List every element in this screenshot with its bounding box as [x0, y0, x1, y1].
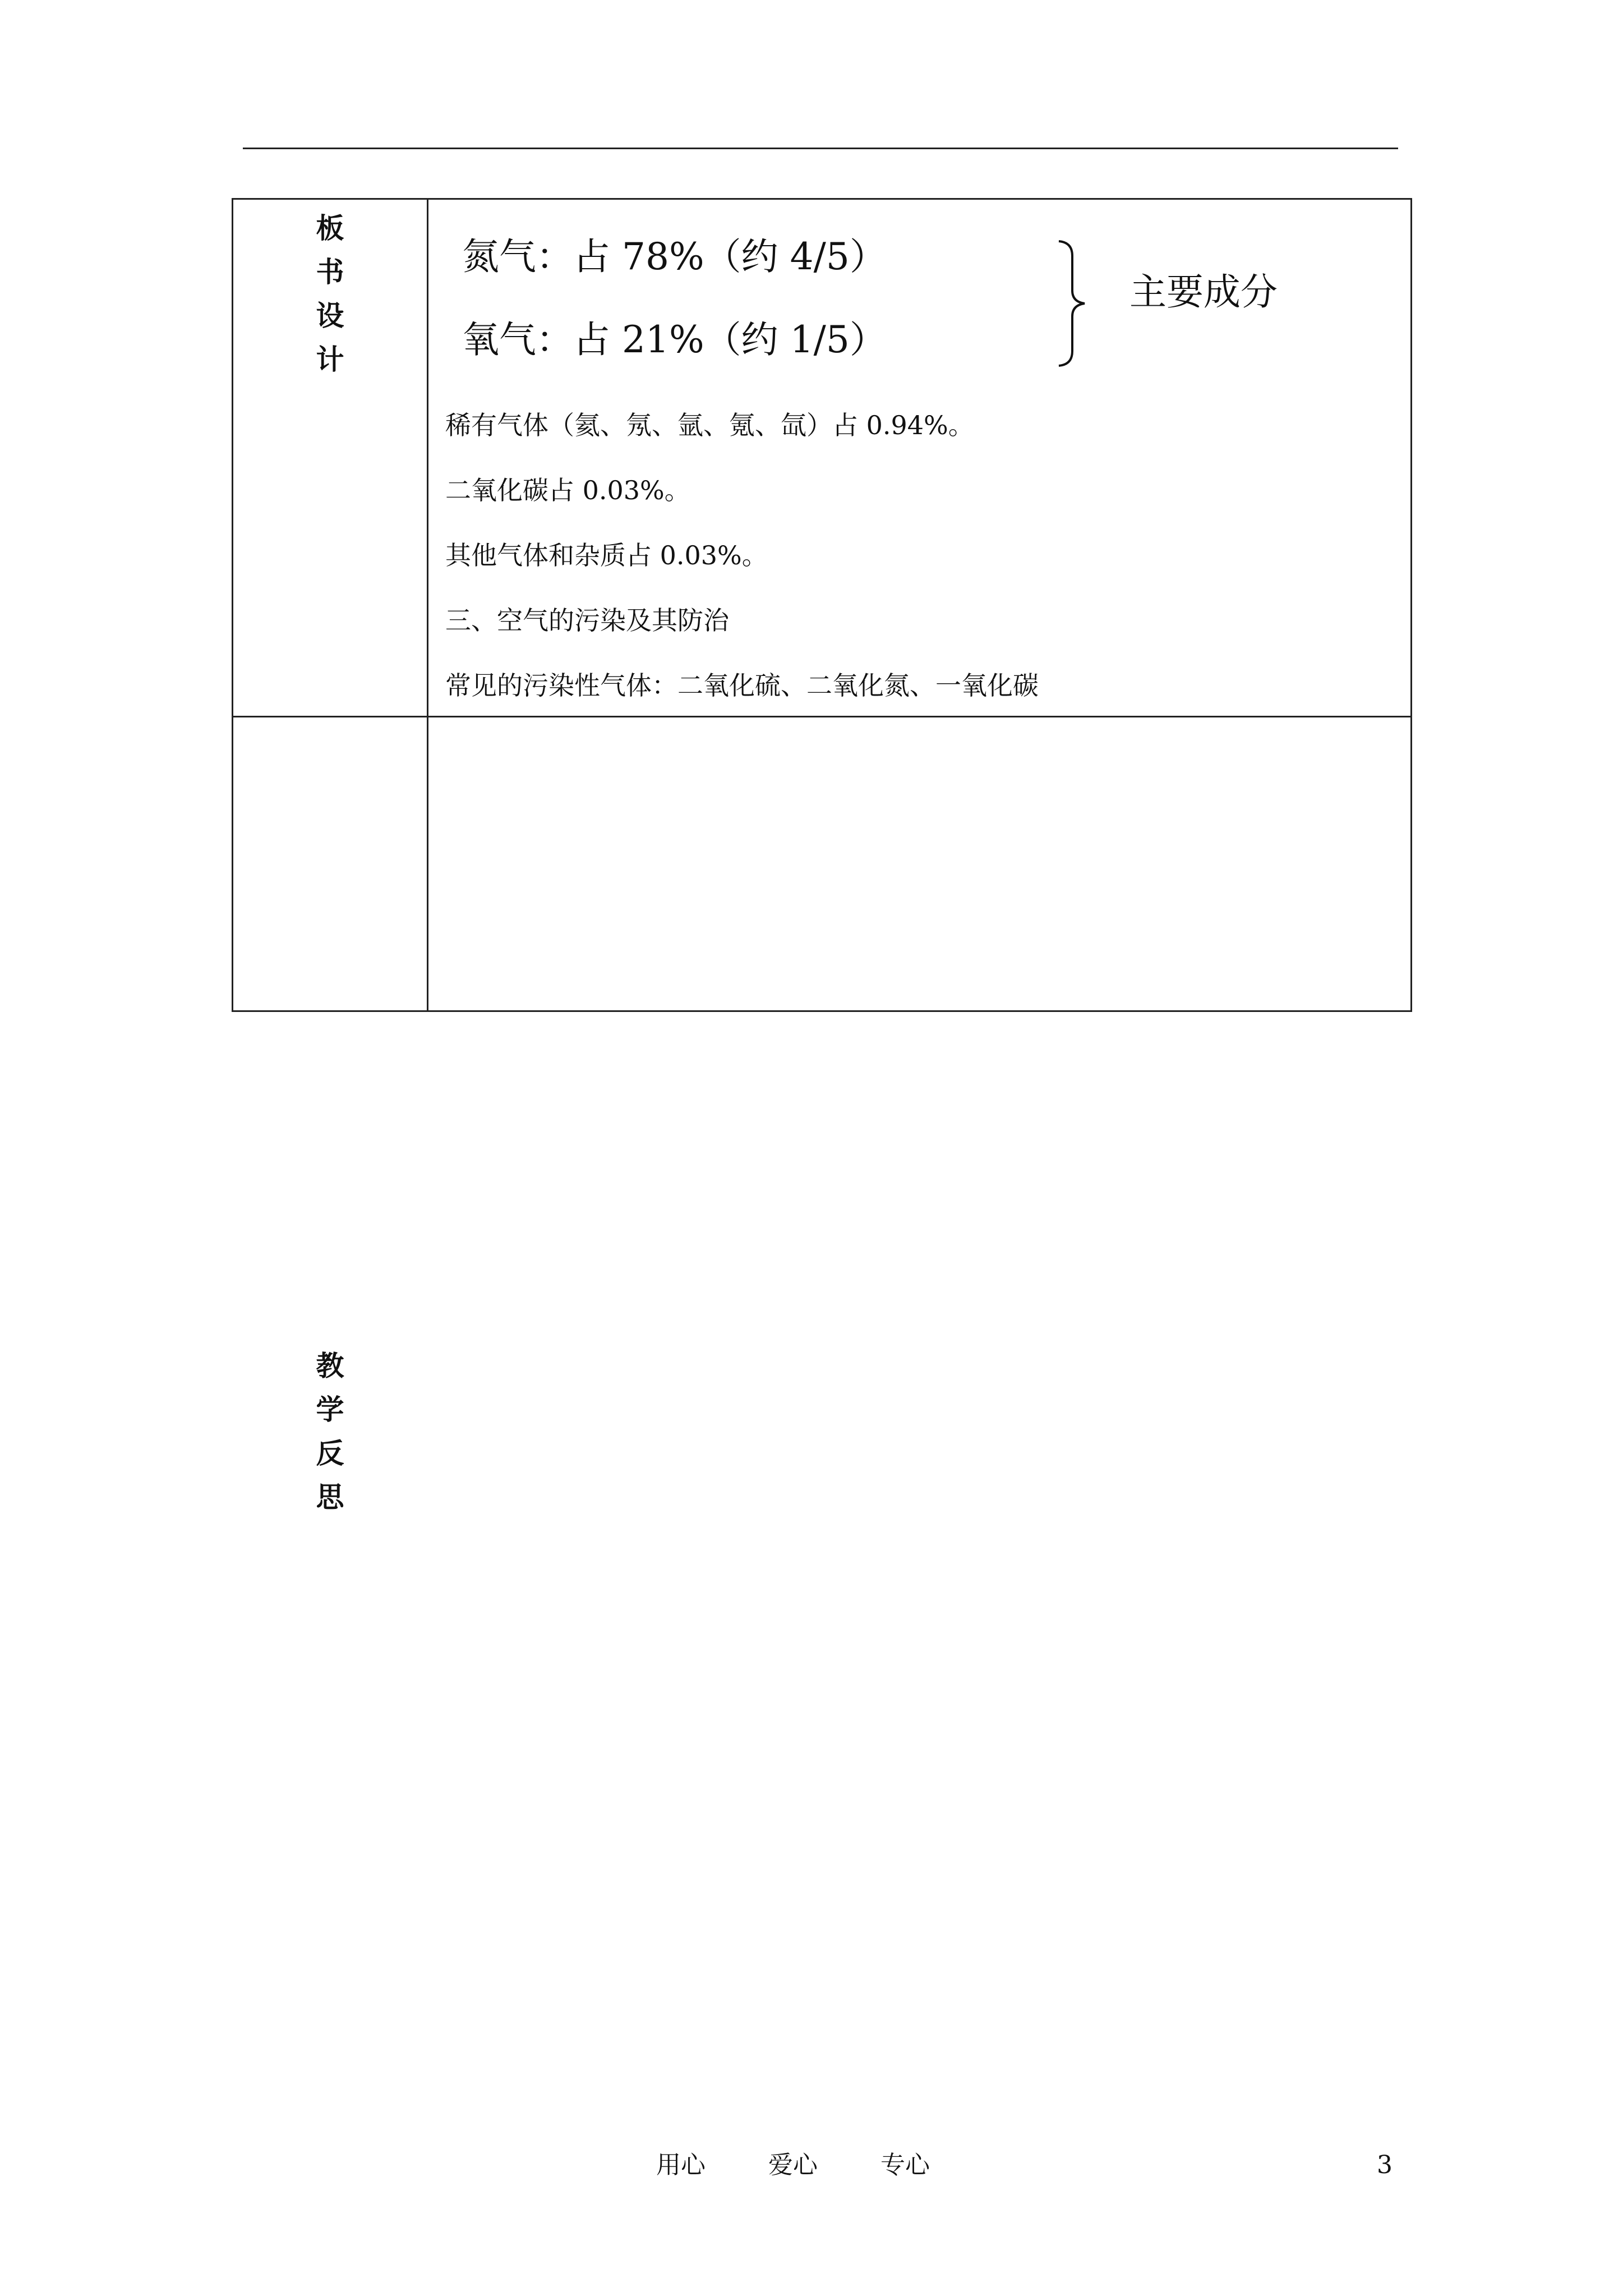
- oxygen-line: 氧气：占 21%（约 1/5）: [462, 318, 887, 361]
- footer-motto: 用心: [656, 2151, 706, 2179]
- pollutant-gases-line: 常见的污染性气体：二氧化硫、二氧化氮、一氧化碳: [445, 670, 1039, 701]
- carbon-dioxide-line: 二氧化碳占 0.03%。: [445, 475, 690, 505]
- reflection-content: [428, 717, 1412, 1011]
- label-char: 反: [316, 1437, 344, 1470]
- rare-gases-line: 稀有气体（氦、氖、氩、氪、氙）占 0.94%。: [445, 410, 974, 440]
- label-char: 学: [316, 1393, 344, 1426]
- reflection-label-cell: [233, 717, 428, 1513]
- label-char: 板: [316, 211, 344, 245]
- section-heading: 三、空气的污染及其防治: [445, 605, 729, 636]
- other-gases-line: 其他气体和杂质占 0.03%。: [445, 540, 768, 570]
- reflection-row: [233, 717, 1412, 1011]
- main-components-label: 主要成分: [1129, 270, 1278, 314]
- footer-motto: 爱心: [768, 2151, 818, 2179]
- header-rule: [243, 148, 1398, 149]
- board-design-label-cell: [233, 199, 428, 717]
- lesson-table: [232, 198, 1412, 1513]
- page-number: 3: [1377, 2151, 1393, 2179]
- board-design-content: [428, 199, 1412, 717]
- label-char: 教: [316, 1349, 344, 1382]
- footer-motto: 专心: [880, 2151, 930, 2179]
- label-char: 书: [316, 255, 344, 288]
- reflection-label: [233, 1344, 427, 1519]
- nitrogen-line: 氮气：占 78%（约 4/5）: [462, 235, 887, 278]
- board-design-label: [233, 206, 427, 381]
- board-design-row: [233, 199, 1412, 717]
- label-char: 计: [316, 343, 344, 376]
- label-char: 思: [316, 1480, 344, 1513]
- label-char: 设: [316, 299, 344, 332]
- right-brace-icon: [1055, 239, 1089, 368]
